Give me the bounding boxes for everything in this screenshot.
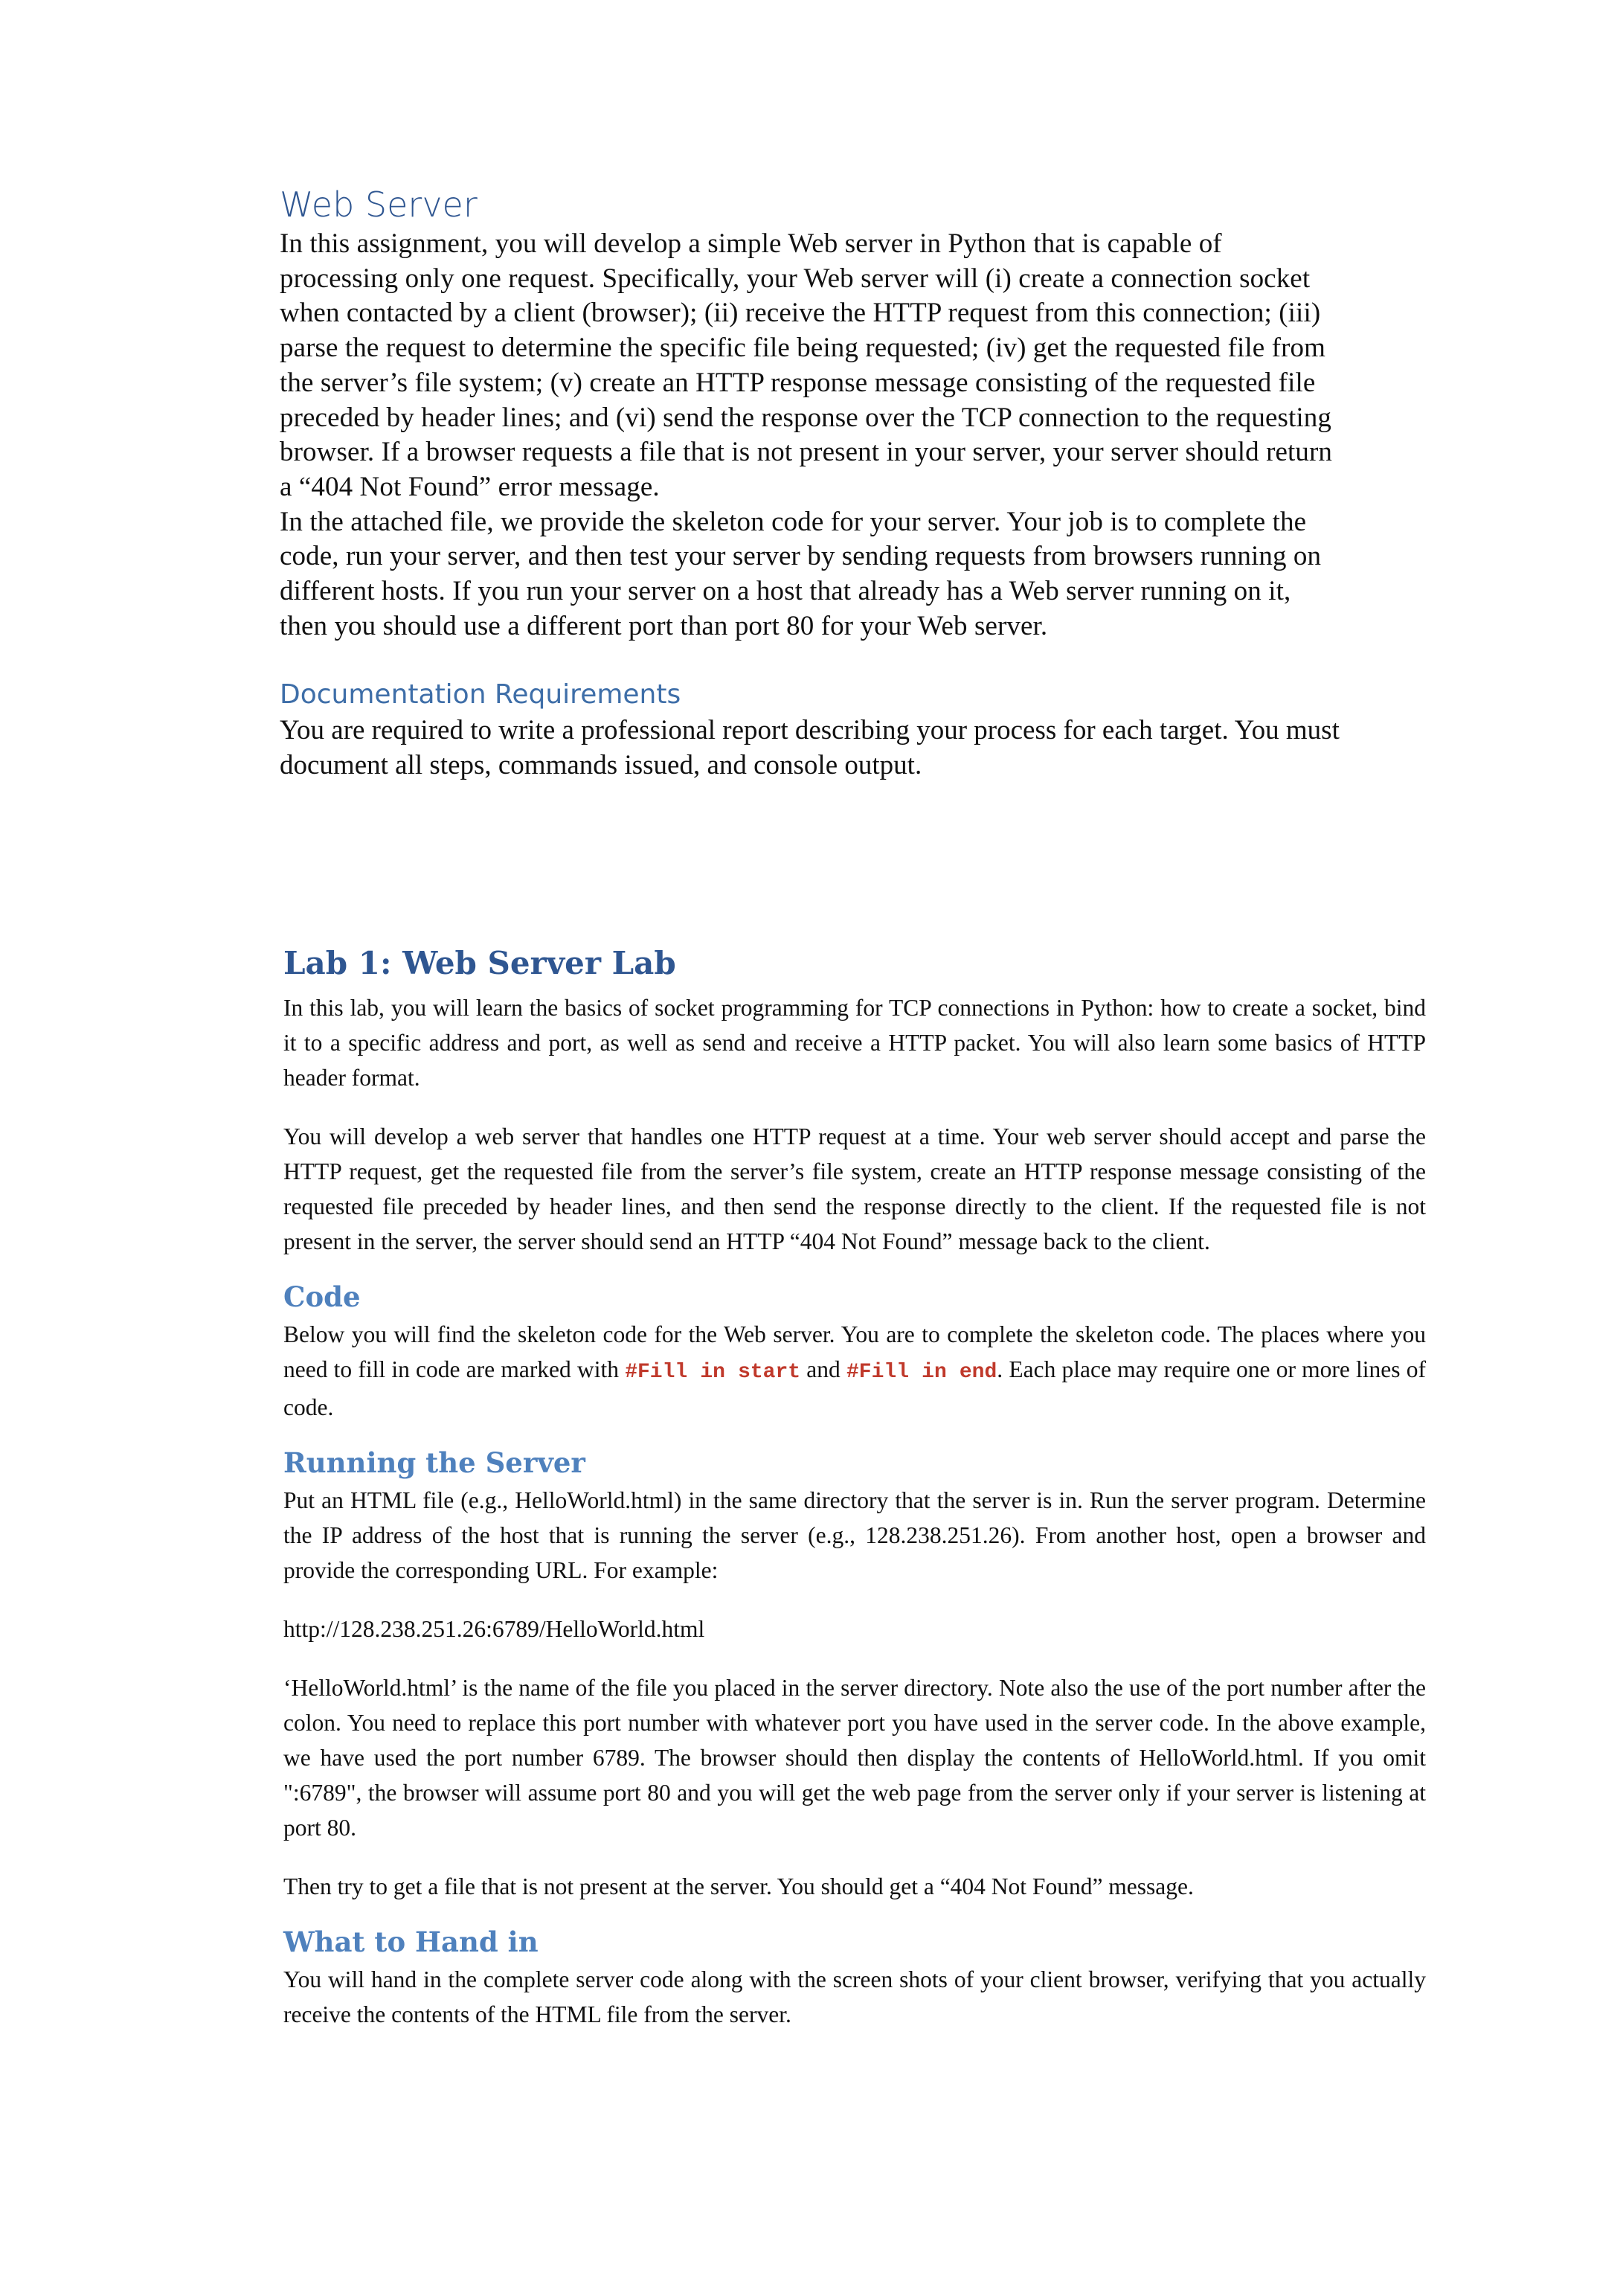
- code-text-middle: and: [800, 1356, 846, 1382]
- intro-paragraph-2: In the attached file, we provide the skeleton code for your server. Your job is to complete the code, run your server, and then test your server by sending requests from browsers running on different hosts. If you run your server on a host that already has a Web server running on it, then you should use a different port than port 80 for your Web server.: [280, 506, 1322, 641]
- lab-section: [283, 940, 1426, 2056]
- code-text-after: . Each place may require one or more lines of code.: [283, 1356, 1426, 1420]
- lab-title: Lab 1: Web Server Lab: [283, 945, 676, 981]
- lab-paragraph-2: You will develop a web server that handles one HTTP request at a time. Your web server should accept and parse the HTTP request, get the requested file from the server’s file system, create an HTTP response message consisting of the requested file preceded by header lines, and then send the response directly to the client. If the requested file is not present in the server, the server should send an HTTP “404 Not Found” message back to the client.: [283, 1123, 1426, 1254]
- documentation-text: You are required to write a professional report describing your process for each target. You must document all steps, commands issued, and console output.: [280, 715, 1340, 781]
- lab-paragraph-1: In this lab, you will learn the basics of socket programming for TCP connections in Python: how to create a socket, bind it to a specific address and port, as well as send and receive a HTTP packet. You will also learn some basics of HTTP header format.: [283, 995, 1426, 1091]
- running-paragraph-3: Then try to get a file that is not present at the server. You should get a “404 Not Found” message.: [283, 1873, 1194, 1899]
- example-url: http://128.238.251.26:6789/HelloWorld.html: [283, 1616, 705, 1642]
- fill-in-end-marker: #Fill in end: [846, 1361, 997, 1384]
- code-text-before: Below you will find the skeleton code for the Web server. You are to complete the skeleton code. The places where you need to fill in code are marked with: [283, 1321, 1426, 1382]
- code-paragraph: [283, 1317, 1426, 1425]
- documentation-heading: Documentation Requirements: [280, 679, 681, 711]
- intro-paragraph-1: In this assignment, you will develop a simple Web server in Python that is capable of processing only one request. Specifically, your Web server will (i) create a connection socket when contacted by a client (browser); (ii) receive the HTTP request from this connection; (iii) parse the request to determine the specific file being requested; (iv) get the requested file from the server’s file system; (v) create an HTTP response message consisting of the requested file preceded by header lines; and (vi) send the response over the TCP connection to the requesting browser. If a browser requests a file that is not present in your server, your server should return a “404 Not Found” error message.: [280, 228, 1333, 502]
- intro-section: [280, 182, 1343, 783]
- handin-text: You will hand in the complete server code along with the screen shots of your client browser, verifying that you actually receive the contents of the HTML file from the server.: [283, 1966, 1426, 2027]
- running-paragraph-2: ‘HelloWorld.html’ is the name of the file you placed in the server directory. Note also the use of the port number after the colon. You need to replace this port number with whatever port you have used in the server code. In the above example, we have used the port number 6789. The browser should then display the contents of HelloWorld.html. If you omit ":6789", the browser will assume port 80 and you will get the web page from the server only if your server is listening at port 80.: [283, 1675, 1426, 1841]
- running-heading: Running the Server: [283, 1446, 585, 1479]
- page-title: Web Server: [280, 185, 478, 225]
- fill-in-start-marker: #Fill in start: [625, 1361, 801, 1384]
- code-heading: Code: [283, 1280, 361, 1313]
- running-paragraph-1: Put an HTML file (e.g., HelloWorld.html) in the same directory that the server is in. Run the server program. Determine the IP address of the host that is running the server (e.g., 128.238.251.26). From another host, open a browser and provide the corresponding URL. For example:: [283, 1487, 1426, 1583]
- handin-heading: What to Hand in: [283, 1925, 539, 1958]
